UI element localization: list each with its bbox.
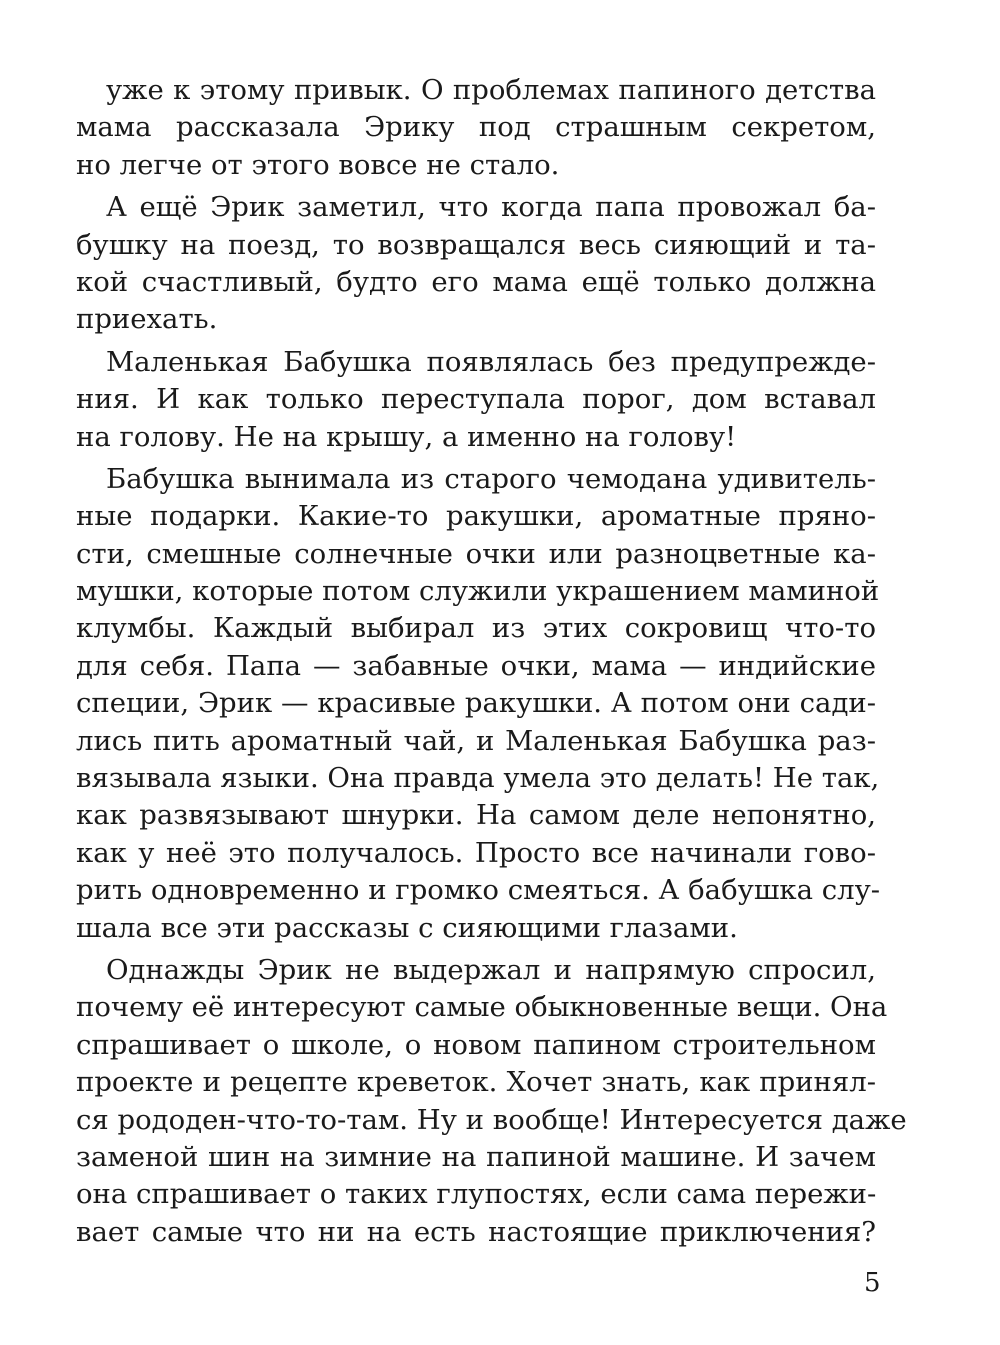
paragraph [76, 461, 881, 947]
text-line: Бабушка вынимала из старого чемодана удивитель- [106, 462, 876, 495]
text-line: мушки, которые потом служили украшением маминой [76, 575, 880, 608]
text-line: как у неё это получалось. Просто все начинали гово- [76, 836, 876, 869]
text-line: ные подарки. Какие-то ракушки, ароматные пряно- [76, 500, 876, 533]
text-line: ся рододен-что-то-там. Ну и вообще! Интересуется даже [76, 1103, 907, 1136]
text-line: вязывала языки. Она правда умела это делать! Не так, [76, 762, 880, 795]
text-line: мама рассказала Эрику под страшным секретом, [76, 111, 876, 144]
paragraph [76, 189, 876, 339]
page-number: 5 [864, 1268, 881, 1298]
text-line: уже к этому привык. О проблемах папиного детства [106, 74, 876, 106]
text-line: ния. И как только переступала порог, дом вставал [76, 383, 876, 416]
text-line: клумбы. Каждый выбирал из этих сокровищ что-то [76, 612, 876, 645]
text-line: Маленькая Бабушка появлялась без предупрежде- [106, 345, 876, 378]
text-line: шала все эти рассказы с сияющими глазами. [76, 911, 738, 944]
page-text [76, 72, 907, 1256]
text-line: сти, смешные солнечные очки или разноцветные ка- [76, 537, 876, 570]
text-line: на голову. Не на крышу, а именно на голову! [76, 420, 737, 453]
text-line: как развязывают шнурки. На самом деле непонятно, [76, 799, 876, 832]
text-line: рить одновременно и громко смеяться. А бабушка слу- [76, 874, 881, 907]
paragraph [76, 72, 876, 184]
text-line: Однажды Эрик не выдержал и напрямую спросил, [106, 953, 876, 986]
text-line: кой счастливый, будто его мама ещё только должна [76, 265, 876, 298]
text-line: она спрашивает о таких глупостях, если сама пережи- [76, 1178, 877, 1211]
text-line: А ещё Эрик заметил, что когда папа провожал ба- [106, 191, 876, 224]
text-line: вает самые что ни на есть настоящие приключения? [76, 1215, 876, 1248]
text-line: почему её интересуют самые обыкновенные вещи. Она [76, 991, 888, 1024]
text-line: специи, Эрик — красивые ракушки. А потом они сади- [76, 687, 876, 720]
paragraph [76, 344, 876, 456]
text-line: приехать. [76, 303, 218, 336]
text-line: для себя. Папа — забавные очки, мама — индийские [76, 649, 876, 682]
text-line: лись пить ароматный чай, и Маленькая Бабушка раз- [76, 724, 876, 757]
text-line: бушку на поезд, то возвращался весь сияющий и та- [76, 228, 876, 261]
text-line: проекте и рецепте креветок. Хочет знать, как принял- [76, 1066, 876, 1099]
text-line: заменой шин на зимние на папиной машине. И зачем [76, 1140, 876, 1173]
text-line: спрашивает о школе, о новом папином строительном [76, 1028, 876, 1061]
paragraph [76, 952, 907, 1251]
text-line: но легче от этого вовсе не стало. [76, 148, 560, 181]
